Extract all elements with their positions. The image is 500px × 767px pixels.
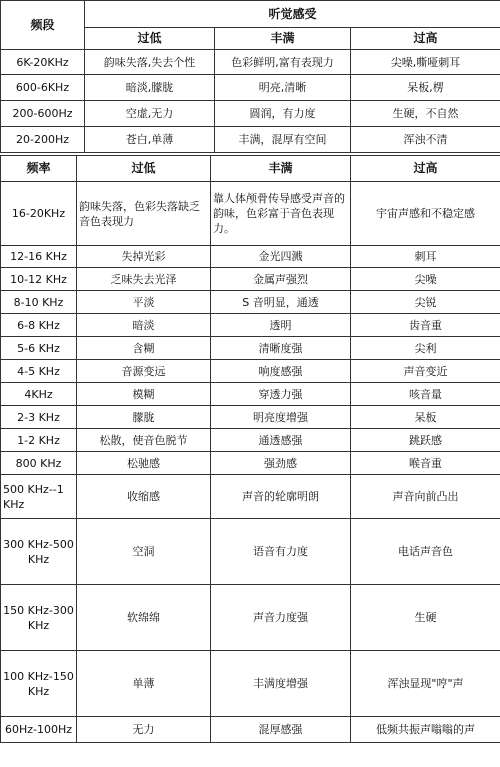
high-cell: 呆板,楞 — [351, 75, 500, 101]
band-cell: 200-600Hz — [1, 101, 85, 127]
full-cell: 靠人体颅骨传导感受声音的韵味，色彩富于音色表现力。 — [211, 182, 351, 246]
high-cell: 齿音重 — [351, 314, 500, 337]
high-cell: 生硬，不自然 — [351, 101, 500, 127]
high-cell: 跳跃感 — [351, 429, 500, 452]
band-header: 频段 — [1, 1, 85, 50]
freq-cell: 100 KHz-150 KHz — [1, 651, 77, 717]
high-cell: 刺耳 — [351, 246, 500, 268]
low-cell: 含糊 — [77, 337, 211, 360]
low-cell: 软绵绵 — [77, 585, 211, 651]
high-cell: 呆板 — [351, 406, 500, 429]
table-row — [1, 519, 500, 585]
full-cell: 语音有力度 — [211, 519, 351, 585]
high-cell: 浑浊不清 — [351, 127, 500, 153]
col-low-header: 过低 — [85, 28, 215, 50]
freq-cell: 8-10 KHz — [1, 291, 77, 314]
table-row — [1, 337, 500, 360]
full-cell: 声音力度强 — [211, 585, 351, 651]
high-cell: 尖噪 — [351, 268, 500, 291]
table-row — [1, 383, 500, 406]
col-high-header: 过高 — [351, 28, 500, 50]
table-row — [1, 182, 500, 246]
freq-cell: 12-16 KHz — [1, 246, 77, 268]
high-cell: 声音向前凸出 — [351, 475, 500, 519]
high-cell: 尖锐 — [351, 291, 500, 314]
full-cell: 穿透力强 — [211, 383, 351, 406]
table-row — [1, 101, 500, 127]
low-cell: 乏味失去光泽 — [77, 268, 211, 291]
full-cell: 色彩鲜明,富有表现力 — [215, 50, 351, 75]
freq-cell: 1-2 KHz — [1, 429, 77, 452]
high-header: 过高 — [351, 156, 500, 182]
freq-header: 频率 — [1, 156, 77, 182]
low-cell: 韵味失落,失去个性 — [85, 50, 215, 75]
low-cell: 收缩感 — [77, 475, 211, 519]
full-cell: 强劲感 — [211, 452, 351, 475]
full-cell: S 音明显，通透 — [211, 291, 351, 314]
full-cell: 响度感强 — [211, 360, 351, 383]
full-cell: 圆润，有力度 — [215, 101, 351, 127]
high-cell: 尖噪,嘶哑刺耳 — [351, 50, 500, 75]
full-cell: 透明 — [211, 314, 351, 337]
high-cell: 喉音重 — [351, 452, 500, 475]
table-row — [1, 429, 500, 452]
table-row — [1, 246, 500, 268]
low-cell: 平淡 — [77, 291, 211, 314]
low-cell: 韵味失落，色彩失落缺乏音色表现力 — [77, 182, 211, 246]
full-cell: 混厚感强 — [211, 717, 351, 743]
low-cell: 朦胧 — [77, 406, 211, 429]
table-row — [1, 651, 500, 717]
band-cell: 6K-20KHz — [1, 50, 85, 75]
perception-group-header: 听觉感受 — [85, 1, 500, 28]
full-cell: 明亮,清晰 — [215, 75, 351, 101]
high-cell: 宇宙声感和不稳定感 — [351, 182, 500, 246]
table-row — [1, 360, 500, 383]
high-cell: 生硬 — [351, 585, 500, 651]
table-row — [1, 127, 500, 153]
frequency-detail-table — [0, 155, 500, 743]
low-header: 过低 — [77, 156, 211, 182]
low-cell: 空虚,无力 — [85, 101, 215, 127]
low-cell: 苍白,单薄 — [85, 127, 215, 153]
freq-cell: 10-12 KHz — [1, 268, 77, 291]
full-cell: 声音的轮廓明朗 — [211, 475, 351, 519]
low-cell: 空洞 — [77, 519, 211, 585]
full-cell: 金光四溅 — [211, 246, 351, 268]
col-full-header: 丰满 — [215, 28, 351, 50]
table-row — [1, 268, 500, 291]
low-cell: 暗淡 — [77, 314, 211, 337]
low-cell: 松散，使音色脱节 — [77, 429, 211, 452]
table-row — [1, 50, 500, 75]
full-cell: 明亮度增强 — [211, 406, 351, 429]
high-cell: 咳音量 — [351, 383, 500, 406]
freq-cell: 4KHz — [1, 383, 77, 406]
low-cell: 模糊 — [77, 383, 211, 406]
low-cell: 音源变远 — [77, 360, 211, 383]
freq-cell: 150 KHz-300 KHz — [1, 585, 77, 651]
freq-cell: 2-3 KHz — [1, 406, 77, 429]
table-row — [1, 475, 500, 519]
full-cell: 丰满，混厚有空间 — [215, 127, 351, 153]
frequency-perception-table — [0, 0, 500, 153]
high-cell: 电话声音色 — [351, 519, 500, 585]
freq-cell: 16-20KHz — [1, 182, 77, 246]
low-cell: 暗淡,朦胧 — [85, 75, 215, 101]
freq-cell: 60Hz-100Hz — [1, 717, 77, 743]
full-cell: 金属声强烈 — [211, 268, 351, 291]
table-row — [1, 75, 500, 101]
freq-cell: 6-8 KHz — [1, 314, 77, 337]
high-cell: 尖利 — [351, 337, 500, 360]
full-cell: 通透感强 — [211, 429, 351, 452]
low-cell: 无力 — [77, 717, 211, 743]
full-cell: 清晰度强 — [211, 337, 351, 360]
band-cell: 20-200Hz — [1, 127, 85, 153]
band-cell: 600-6KHz — [1, 75, 85, 101]
full-header: 丰满 — [211, 156, 351, 182]
low-cell: 松驰感 — [77, 452, 211, 475]
freq-cell: 4-5 KHz — [1, 360, 77, 383]
high-cell: 浑浊显现"哼"声 — [351, 651, 500, 717]
high-cell: 声音变近 — [351, 360, 500, 383]
table-row — [1, 717, 500, 743]
low-cell: 单薄 — [77, 651, 211, 717]
freq-cell: 500 KHz--1 KHz — [1, 475, 77, 519]
low-cell: 失掉光彩 — [77, 246, 211, 268]
table-row — [1, 585, 500, 651]
full-cell: 丰满度增强 — [211, 651, 351, 717]
table-row — [1, 406, 500, 429]
table-row — [1, 314, 500, 337]
table-row — [1, 452, 500, 475]
high-cell: 低频共振声嗡嗡的声 — [351, 717, 500, 743]
freq-cell: 800 KHz — [1, 452, 77, 475]
table-row — [1, 291, 500, 314]
freq-cell: 300 KHz-500 KHz — [1, 519, 77, 585]
freq-cell: 5-6 KHz — [1, 337, 77, 360]
